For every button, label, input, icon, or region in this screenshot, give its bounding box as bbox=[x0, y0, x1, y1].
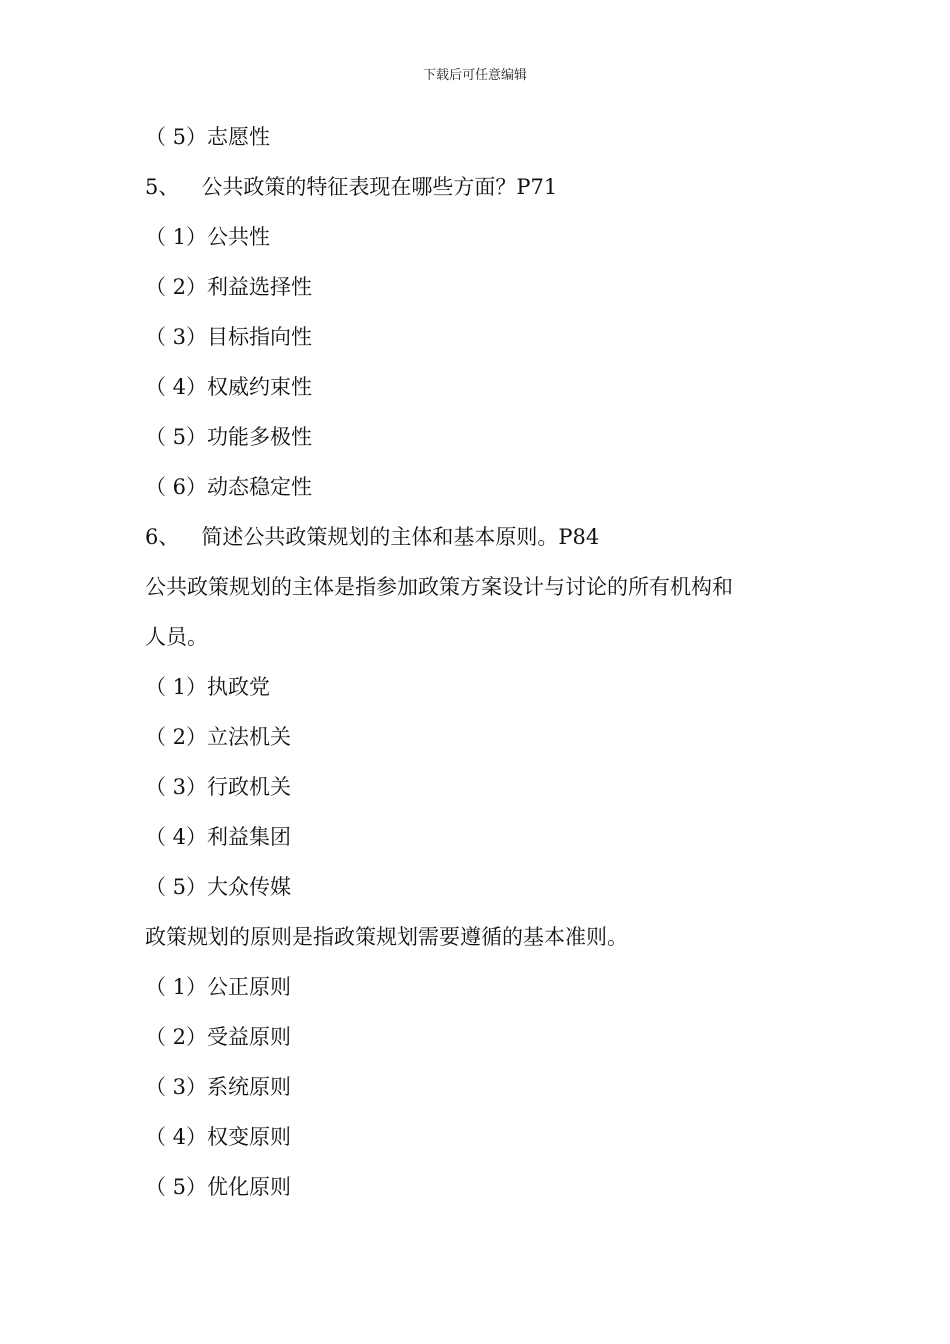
item-number: （ 1） bbox=[145, 975, 208, 999]
item-text: 利益集团 bbox=[207, 825, 292, 849]
item-number: （ 4） bbox=[145, 375, 208, 399]
item-number: （ 5） bbox=[145, 425, 208, 449]
paragraph-line bbox=[145, 912, 825, 962]
item-number: （ 5） bbox=[145, 1175, 208, 1199]
list-item bbox=[145, 1112, 825, 1162]
item-text: 目标指向性 bbox=[207, 325, 313, 349]
list-item bbox=[145, 712, 825, 762]
paragraph-text: 人员。 bbox=[145, 625, 208, 649]
list-item bbox=[145, 362, 825, 412]
paragraph-line bbox=[145, 612, 825, 662]
item-text: 执政党 bbox=[207, 675, 271, 699]
list-item bbox=[145, 812, 825, 862]
item-number: （ 3） bbox=[145, 775, 208, 799]
item-number: （ 2） bbox=[145, 1025, 208, 1049]
item-number: （ 5） bbox=[145, 875, 208, 899]
item-text: 动态稳定性 bbox=[207, 475, 313, 499]
item-text: 行政机关 bbox=[207, 775, 292, 799]
item-number: （ 6） bbox=[145, 475, 208, 499]
item-text: 受益原则 bbox=[207, 1025, 292, 1049]
item-text: 功能多极性 bbox=[207, 425, 313, 449]
question-text: 公共政策的特征表现在哪些方面？P71 bbox=[201, 175, 558, 199]
list-item bbox=[145, 1162, 825, 1212]
list-item bbox=[145, 312, 825, 362]
list-item bbox=[145, 762, 825, 812]
item-text: 权威约束性 bbox=[207, 375, 313, 399]
list-item bbox=[145, 662, 825, 712]
item-number: （ 4） bbox=[145, 825, 208, 849]
list-item bbox=[145, 212, 825, 262]
item-text: 志愿性 bbox=[207, 125, 271, 149]
item-number: （ 3） bbox=[145, 325, 208, 349]
list-item bbox=[145, 262, 825, 312]
item-number: （ 1） bbox=[145, 225, 208, 249]
item-number: （ 2） bbox=[145, 725, 208, 749]
question-heading bbox=[145, 512, 825, 562]
list-item bbox=[145, 962, 825, 1012]
item-number: （ 5） bbox=[145, 125, 208, 149]
item-text: 优化原则 bbox=[207, 1175, 292, 1199]
list-item bbox=[145, 412, 825, 462]
item-text: 公共性 bbox=[207, 225, 271, 249]
item-text: 大众传媒 bbox=[207, 875, 292, 899]
question-number: 5、 bbox=[145, 175, 180, 199]
question-text: 简述公共政策规划的主体和基本原则。P84 bbox=[201, 525, 600, 549]
list-item bbox=[145, 462, 825, 512]
list-item bbox=[145, 1012, 825, 1062]
item-text: 系统原则 bbox=[207, 1075, 292, 1099]
question-number: 6、 bbox=[145, 525, 180, 549]
question-heading bbox=[145, 162, 825, 212]
item-number: （ 1） bbox=[145, 675, 208, 699]
item-number: （ 2） bbox=[145, 275, 208, 299]
item-text: 立法机关 bbox=[207, 725, 292, 749]
list-item bbox=[145, 862, 825, 912]
paragraph-text: 政策规划的原则是指政策规划需要遵循的基本准则。 bbox=[145, 925, 628, 949]
item-number: （ 4） bbox=[145, 1125, 208, 1149]
list-item bbox=[145, 112, 825, 162]
item-text: 权变原则 bbox=[207, 1125, 292, 1149]
list-item bbox=[145, 1062, 825, 1112]
paragraph-text: 公共政策规划的主体是指参加政策方案设计与讨论的所有机构和 bbox=[145, 575, 733, 599]
item-number: （ 3） bbox=[145, 1075, 208, 1099]
paragraph-line bbox=[145, 562, 825, 612]
page-header: 下载后可任意编辑 bbox=[422, 68, 527, 83]
item-text: 公正原则 bbox=[207, 975, 292, 999]
item-text: 利益选择性 bbox=[207, 275, 313, 299]
document-body bbox=[145, 112, 825, 1212]
